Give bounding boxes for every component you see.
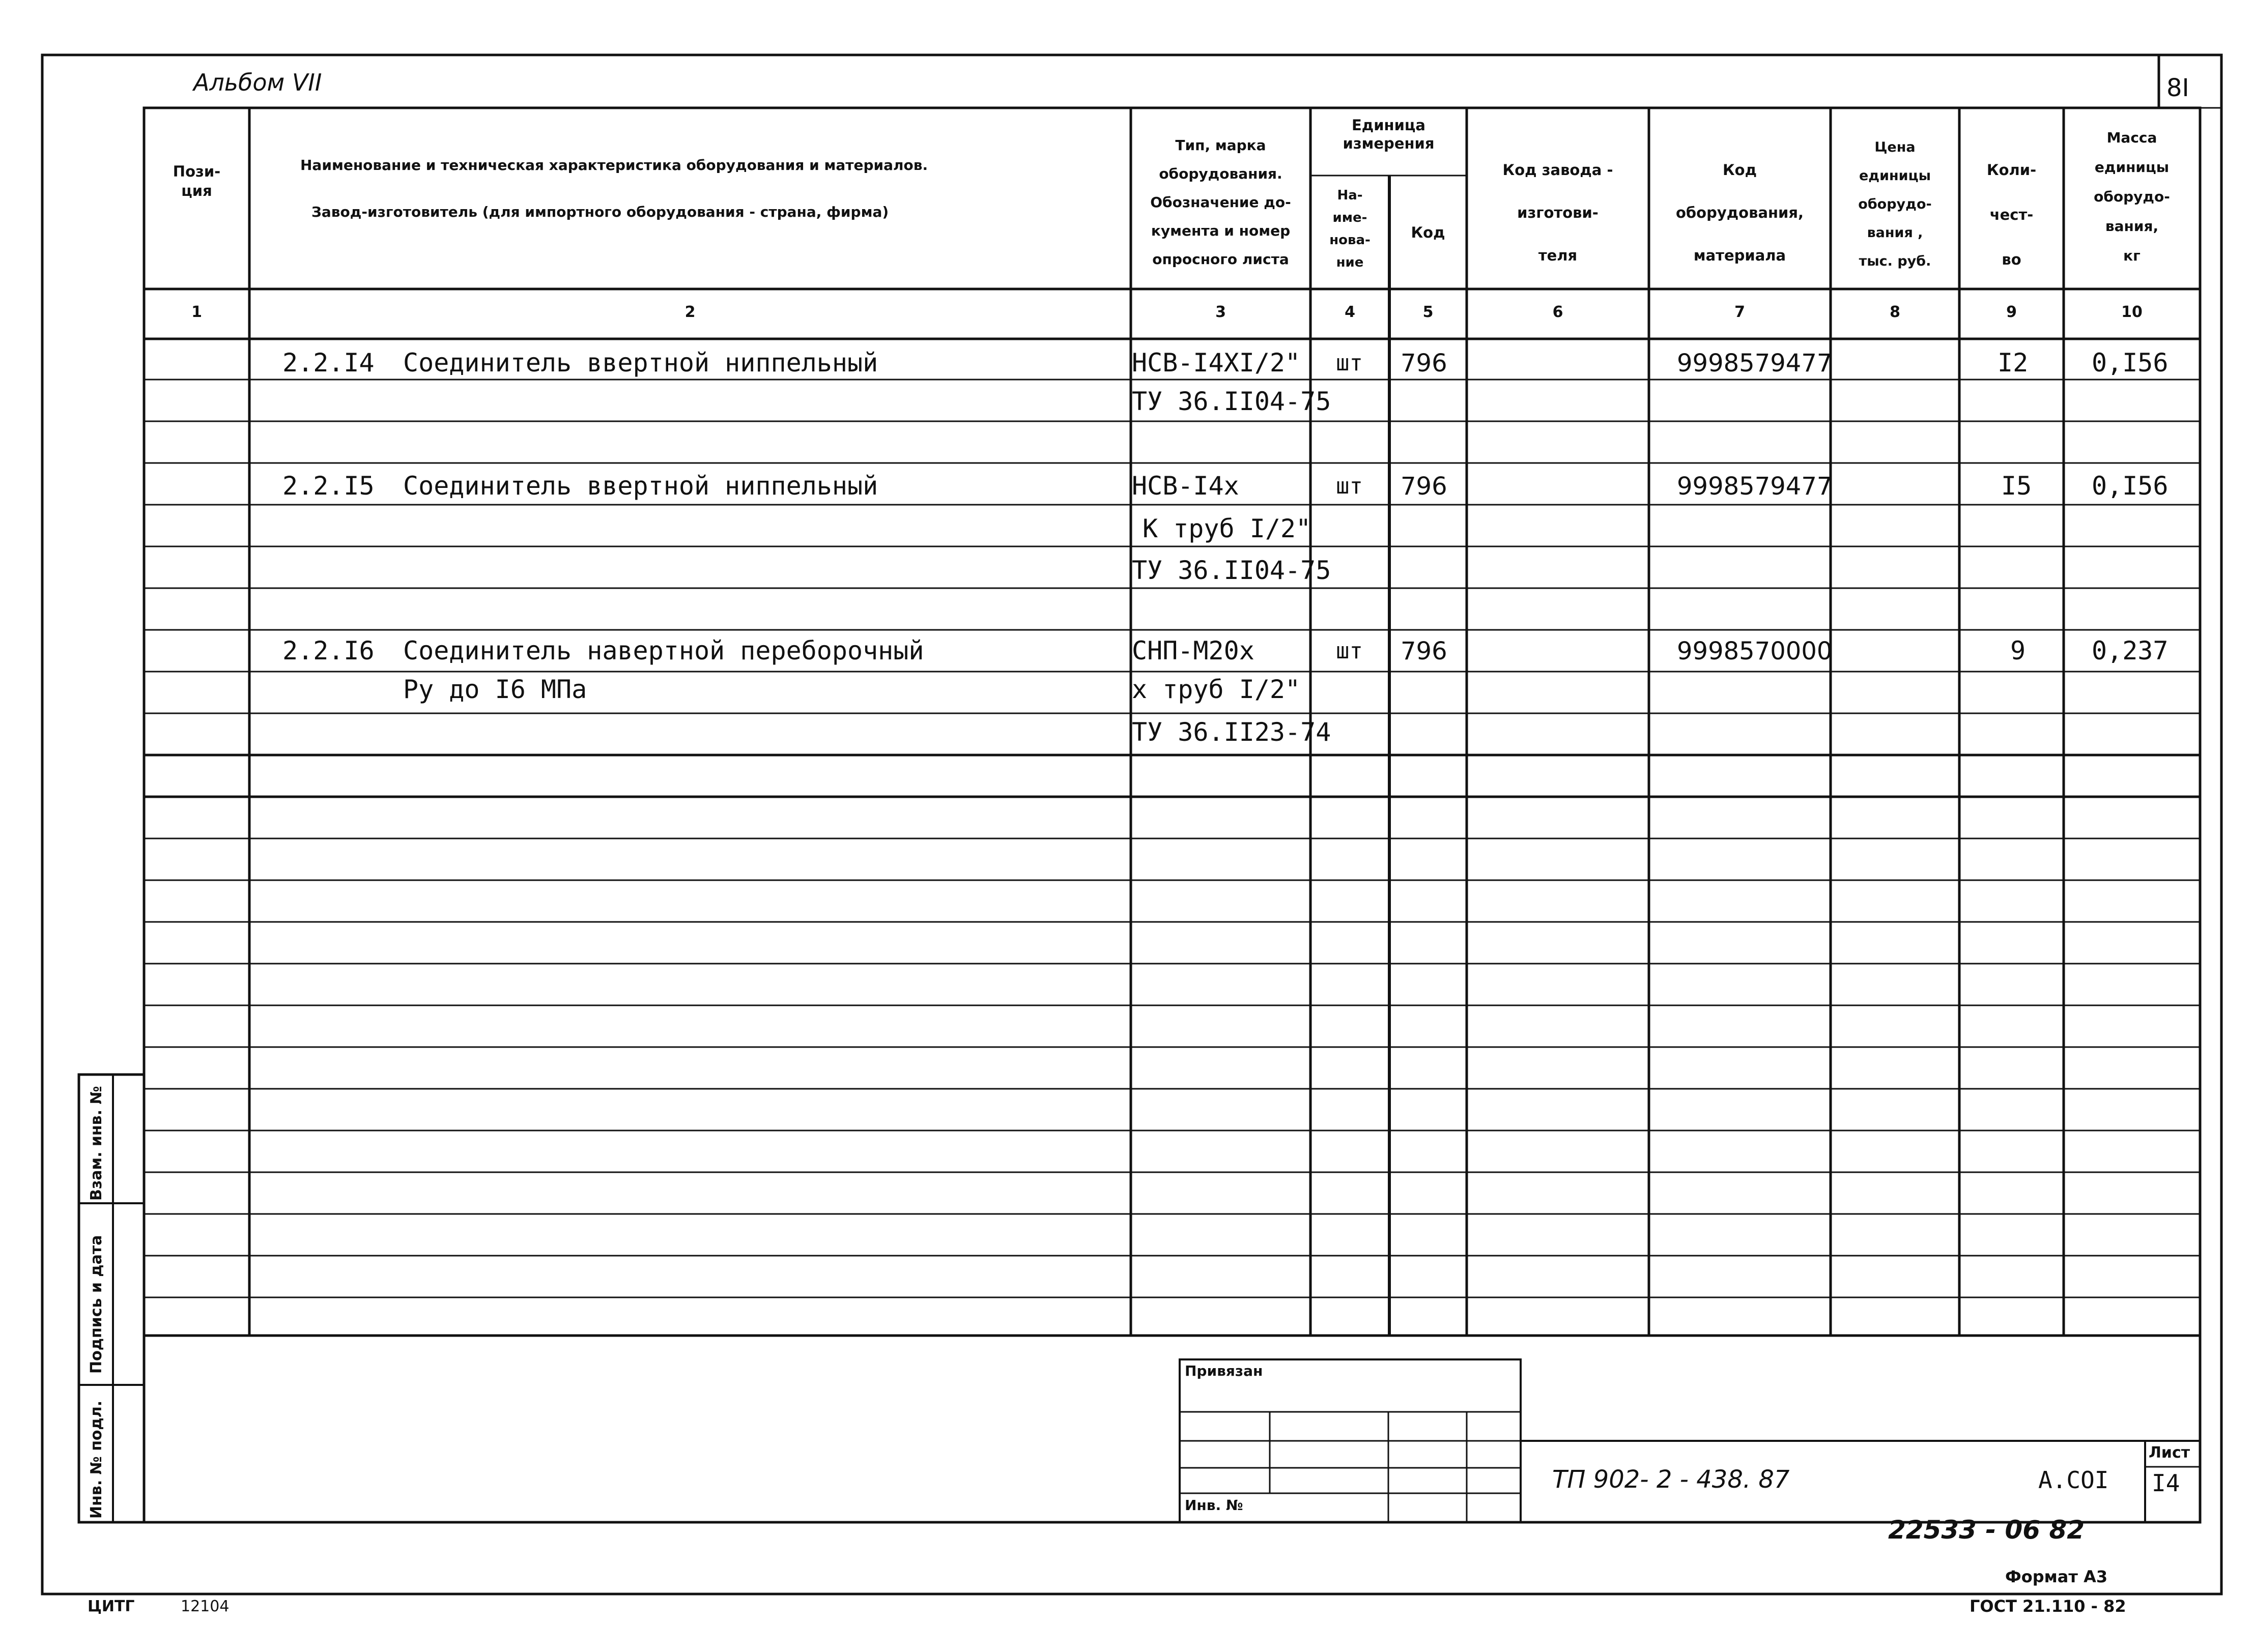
header-name-line2: Завод-изготовитель (для импортного оборудования - страна, фирма)	[311, 204, 889, 220]
album-label: Альбом VII	[193, 69, 322, 96]
header-factory-code: Код завода - изготови- теля	[1502, 161, 1613, 264]
row-type: x труб I/2"	[1132, 675, 1301, 704]
sheet-number: I4	[2152, 1469, 2180, 1497]
row-unit-code: 796	[1401, 349, 1447, 378]
row-position: 2.2.I5	[282, 471, 375, 501]
sheet-code: А.СОI	[2038, 1466, 2109, 1494]
row-position: 2.2.I4	[282, 348, 375, 378]
col-num-8: 8	[1890, 303, 1900, 321]
row-name: Ру до I6 МПа	[403, 675, 587, 704]
gost-label: ГОСТ 21.110 - 82	[1970, 1597, 2126, 1616]
side-label-replaced-inv: Взам. инв. №	[88, 1086, 105, 1201]
row-equipment-code: 9998570000	[1677, 637, 1833, 665]
row-unit-code: 796	[1401, 472, 1447, 501]
format-label: Формат А3	[2005, 1567, 2108, 1586]
row-name: Соединитель ввертной ниппельный	[403, 348, 878, 378]
row-equipment-code: 9998579477	[1677, 349, 1833, 378]
document-number: ТП 902- 2 - 438. 87	[1552, 1465, 1790, 1494]
header-type: Тип, марка оборудования. Обозначение до- кумента и номер опросного листа	[1150, 137, 1291, 268]
row-unit-code: 796	[1401, 637, 1447, 665]
row-unit: шт	[1336, 638, 1363, 664]
header-unit: Единица измерения	[1343, 117, 1435, 152]
side-label-signature-date: Подпись и дата	[88, 1235, 105, 1374]
cit-label: ЦИТГ	[88, 1598, 135, 1615]
row-type: ТУ 36.II23-74	[1132, 717, 1331, 747]
sheet-label: Лист	[2149, 1444, 2190, 1462]
row-name: Соединитель ввертной ниппельный	[403, 471, 878, 501]
row-equipment-code: 9998579477	[1677, 472, 1833, 501]
col-num-2: 2	[684, 303, 696, 321]
row-type: ТУ 36.II04-75	[1132, 387, 1331, 416]
row-name: Соединитель навертной переборочный	[403, 636, 924, 665]
row-position: 2.2.I6	[282, 636, 375, 665]
col-num-6: 6	[1552, 303, 1563, 321]
header-equipment-code: Код оборудования, материала	[1675, 161, 1804, 264]
row-quantity: I2	[1998, 348, 2029, 378]
row-unit: шт	[1336, 473, 1363, 499]
col-num-10: 10	[2121, 303, 2143, 321]
row-mass: 0,I56	[2092, 348, 2169, 378]
row-mass: 0,I56	[2092, 471, 2169, 501]
row-type: НСВ-I4XI/2"	[1132, 348, 1301, 378]
col-num-3: 3	[1215, 303, 1226, 321]
row-quantity: I5	[2001, 471, 2032, 501]
row-type: НСВ-I4x	[1132, 471, 1239, 501]
header-quantity: Коли- чест- во	[1986, 161, 2037, 268]
header-position: Пози- ция	[173, 163, 221, 199]
row-type: СНП-М20x	[1132, 636, 1254, 665]
cit-number: 12104	[181, 1598, 230, 1615]
header-unit-name: На- име- нова- ние	[1329, 188, 1371, 270]
stamp-linked-label: Привязан	[1185, 1363, 1263, 1379]
header-unit-code: Код	[1411, 224, 1445, 241]
row-type: К труб I/2"	[1143, 514, 1311, 543]
col-num-7: 7	[1734, 303, 1745, 321]
col-num-4: 4	[1345, 303, 1355, 321]
header-price: Цена единицы оборудо- вания , тыс. руб.	[1858, 139, 1932, 269]
row-quantity: 9	[2010, 636, 2026, 665]
col-num-9: 9	[2006, 303, 2017, 321]
stamp-inv-label: Инв. №	[1185, 1497, 1243, 1514]
header-name-line1: Наименование и техническая характеристика оборудования и материалов.	[300, 157, 928, 173]
row-mass: 0,237	[2092, 636, 2169, 665]
page-number: 8I	[2166, 74, 2189, 102]
side-label-inv-original: Инв. № подл.	[88, 1400, 105, 1519]
col-num-1: 1	[191, 303, 202, 321]
archive-number: 22533 - 06 82	[1888, 1515, 2085, 1545]
col-num-5: 5	[1422, 303, 1434, 321]
row-type: ТУ 36.II04-75	[1132, 556, 1331, 585]
header-mass: Масса единицы оборудо- вания, кг	[2094, 129, 2170, 264]
row-unit: шт	[1336, 350, 1363, 376]
